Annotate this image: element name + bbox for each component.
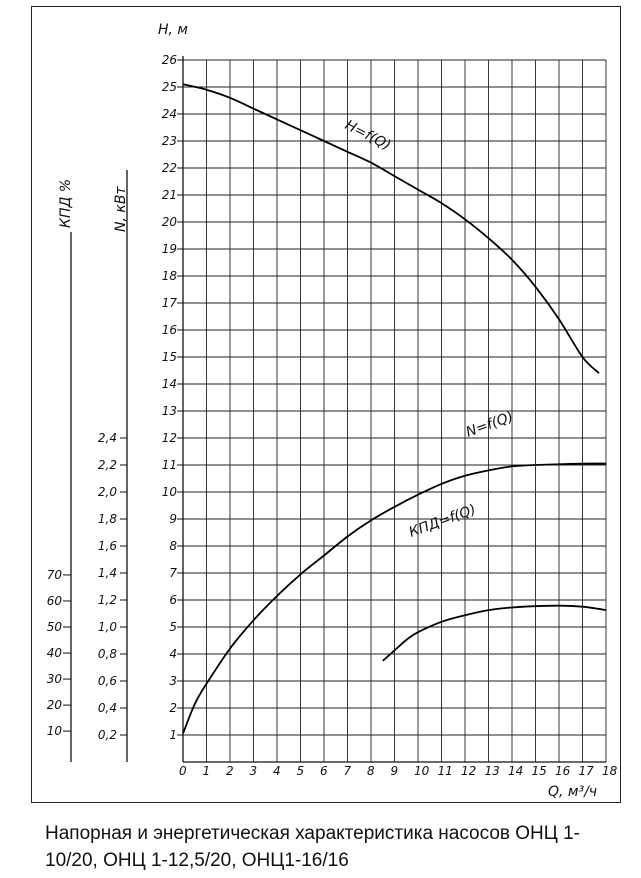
h-tick-label: 11 (161, 458, 177, 472)
q-tick-label: 9 (390, 764, 399, 778)
q-tick-label: 18 (602, 764, 618, 778)
h-tick-label: 15 (161, 350, 177, 364)
n-tick-label: 0,6 (97, 674, 117, 688)
q-tick-label: 8 (367, 764, 375, 778)
q-tick-label: 1 (202, 764, 211, 778)
h-tick-label: 22 (161, 161, 177, 175)
n-tick-label: 2,4 (97, 431, 117, 445)
h-tick-label: 17 (161, 296, 177, 310)
h-tick-label: 25 (161, 80, 177, 94)
q-tick-label: 17 (578, 764, 594, 778)
n-tick-label: 1,0 (97, 620, 117, 634)
q-tick-label: 14 (508, 764, 524, 778)
q-tick-label: 15 (531, 764, 547, 778)
h-tick-label: 14 (161, 377, 177, 391)
n-tick-label: 2,0 (97, 485, 117, 499)
eff-tick-label: 40 (46, 646, 62, 661)
head-curve-label: H=f(Q) (342, 117, 394, 154)
h-tick-label: 24 (161, 107, 177, 121)
eff-tick-label: 10 (46, 724, 62, 739)
eff-tick-label: 60 (46, 593, 62, 608)
power-curve-label: N=f(Q) (463, 408, 516, 441)
h-axis-title: H, м (158, 22, 188, 38)
n-tick-label: 0,2 (97, 728, 117, 742)
q-tick-label: 11 (437, 764, 453, 778)
h-tick-label: 13 (161, 404, 177, 418)
h-tick-label: 2 (169, 701, 177, 715)
eff-tick-label: 20 (46, 698, 62, 713)
h-tick-label: 19 (161, 242, 177, 256)
h-tick-label: 16 (161, 323, 177, 337)
h-tick-label: 8 (169, 539, 177, 553)
axes (71, 56, 606, 762)
h-tick-label: 7 (169, 566, 177, 580)
efficiency-curve (383, 606, 606, 661)
h-tick-label: 4 (169, 647, 177, 661)
q-tick-label: 5 (296, 764, 305, 778)
eff-tick-label: 70 (46, 567, 62, 582)
q-tick-label: 0 (179, 764, 187, 778)
n-tick-label: 1,6 (97, 539, 117, 553)
q-tick-label: 10 (414, 764, 430, 778)
q-tick-label: 12 (461, 764, 477, 778)
q-tick-label: 6 (320, 764, 328, 778)
grid-lines (183, 60, 606, 762)
q-tick-label: 4 (273, 764, 281, 778)
h-tick-label: 9 (169, 512, 177, 526)
eff-tick-label: 50 (46, 620, 62, 634)
n-tick-label: 0,4 (97, 701, 117, 715)
h-tick-label: 12 (161, 431, 177, 445)
tick-labels (47, 53, 618, 778)
h-tick-label: 18 (161, 269, 177, 283)
eff-tick-label: 30 (46, 672, 62, 687)
h-tick-label: 5 (169, 620, 177, 634)
n-tick-label: 0,8 (97, 647, 117, 661)
efficiency-curve-label: КПД=f(Q) (406, 501, 479, 541)
q-tick-label: 7 (343, 764, 352, 778)
q-axis-title: Q, м³/ч (548, 784, 598, 800)
figure-caption: Напорная и энергетическая характеристика насосов ОНЦ 1-10/20, ОНЦ 1-12,5/20, ОНЦ1-16/16 (45, 823, 581, 871)
n-axis-title: N, кВт (113, 186, 129, 232)
q-tick-label: 16 (555, 764, 571, 778)
eff-axis-title: КПД % (58, 178, 74, 228)
h-tick-label: 23 (161, 134, 177, 148)
h-tick-label: 1 (169, 728, 177, 742)
h-tick-label: 10 (161, 485, 177, 499)
h-tick-label: 21 (161, 188, 177, 202)
n-tick-label: 1,4 (97, 566, 117, 580)
q-tick-label: 2 (226, 764, 234, 778)
q-tick-label: 13 (484, 764, 500, 778)
n-tick-label: 2,2 (97, 458, 117, 472)
h-tick-label: 26 (161, 53, 177, 67)
n-tick-label: 1,2 (97, 593, 117, 607)
h-tick-label: 6 (169, 593, 177, 607)
q-tick-label: 3 (249, 764, 258, 778)
n-tick-label: 1,8 (97, 512, 117, 526)
h-tick-label: 3 (169, 674, 177, 688)
h-tick-label: 20 (161, 215, 177, 229)
